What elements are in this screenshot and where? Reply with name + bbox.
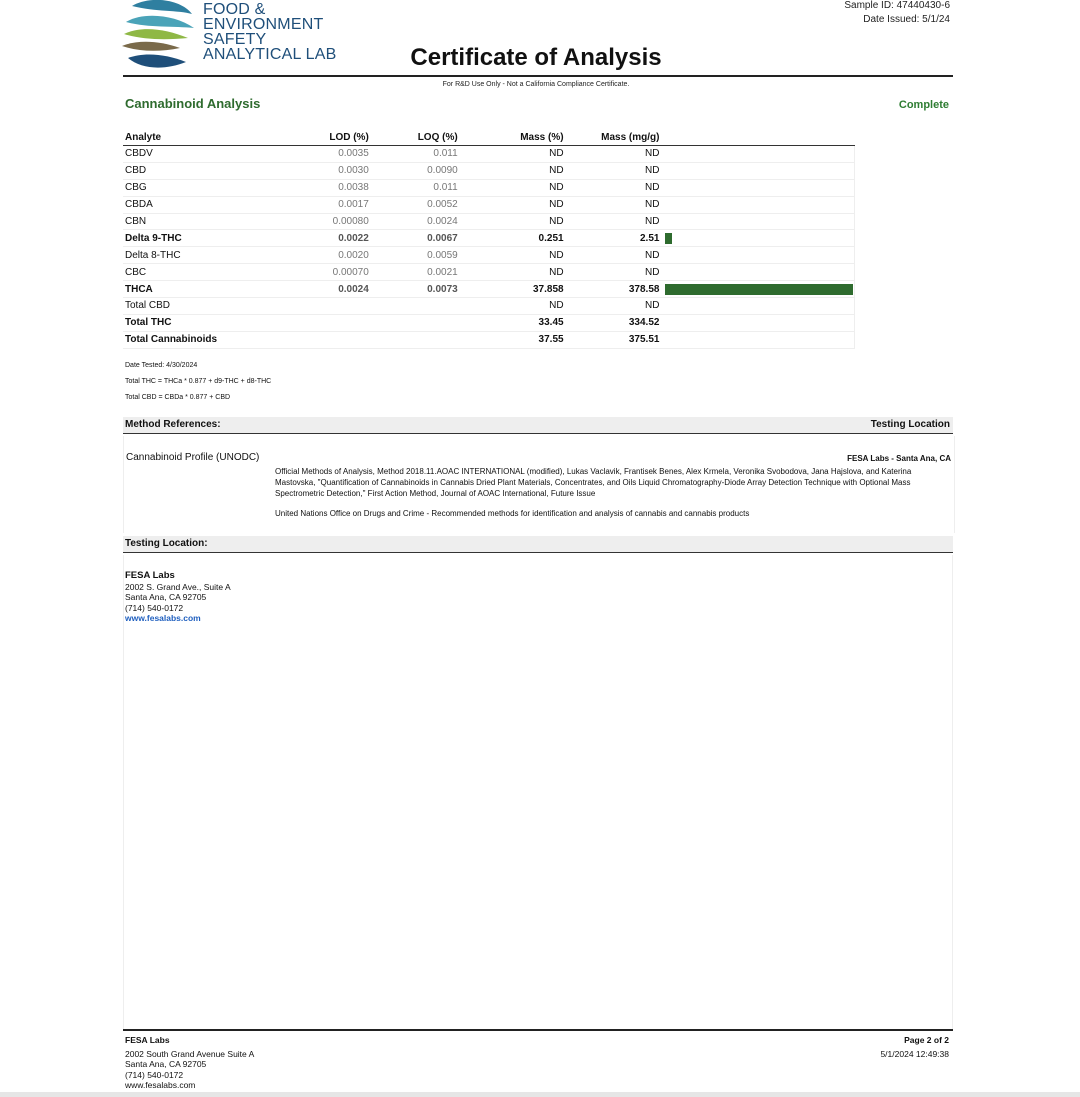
page-title: Certificate of Analysis bbox=[410, 44, 662, 71]
mass-bar-cell bbox=[659, 179, 854, 196]
table-row bbox=[123, 196, 855, 213]
date-tested: Date Tested: 4/30/2024 bbox=[125, 362, 198, 369]
analysis-notes bbox=[125, 358, 271, 406]
lod-value: 0.0020 bbox=[273, 247, 369, 264]
analysis-title: Cannabinoid Analysis bbox=[125, 96, 261, 111]
table-row bbox=[123, 213, 855, 230]
table-row bbox=[123, 230, 855, 247]
mass-bar-cell bbox=[659, 213, 854, 230]
mass-bar-cell bbox=[659, 264, 854, 281]
table-row bbox=[123, 331, 855, 348]
mass-mgg-value: ND bbox=[564, 298, 660, 315]
table-row bbox=[123, 162, 855, 179]
mass-pct-value: ND bbox=[458, 196, 564, 213]
page-border-left bbox=[123, 555, 124, 1030]
loq-value: 0.0021 bbox=[369, 264, 458, 281]
mass-pct-value: 37.858 bbox=[458, 281, 564, 298]
lab-phone: (714) 540-0172 bbox=[125, 602, 184, 613]
mass-bar-cell bbox=[659, 247, 854, 264]
lod-value: 0.0024 bbox=[273, 281, 369, 298]
analyte-name: Total THC bbox=[123, 314, 273, 331]
mass-pct-value: ND bbox=[458, 298, 564, 315]
lod-value: 0.0017 bbox=[273, 196, 369, 213]
page-number: Page 2 of 2 bbox=[904, 1035, 949, 1045]
footer-city: Santa Ana, CA 92705 bbox=[125, 1059, 207, 1069]
mass-mgg-value: ND bbox=[564, 264, 660, 281]
col-loq: LOQ (%) bbox=[369, 130, 458, 146]
analyte-name: CBDV bbox=[123, 146, 273, 163]
analyte-name: Delta 9-THC bbox=[123, 230, 273, 247]
table-row bbox=[123, 281, 855, 298]
table-row bbox=[123, 146, 855, 163]
footer-meta bbox=[880, 1035, 949, 1059]
lod-value: 0.0030 bbox=[273, 162, 369, 179]
table-row bbox=[123, 247, 855, 264]
method-reference-1: Official Methods of Analysis, Method 2018.11.AOAC INTERNATIONAL (modified), Lukas Vaclavik, Frantisek Benes, Alex Krmela, Veronika Svobodova, Jana Hajslova, and Katerina Mastovska, "Quantification of Cannabinoids in Cannabis Dried Plant Materials, Concentrates, and Oils Liquid Chromatography-Diode Array Detection Technique with Optional Mass Spectrometric Detection," First Action Method, Journal of AOAC International, Future Issue bbox=[275, 467, 912, 498]
analyte-name: CBN bbox=[123, 213, 273, 230]
mass-pct-value: ND bbox=[458, 162, 564, 179]
analyte-name: CBC bbox=[123, 264, 273, 281]
mass-mgg-value: ND bbox=[564, 196, 660, 213]
testing-location-address bbox=[125, 571, 231, 624]
loq-value: 0.0073 bbox=[369, 281, 458, 298]
mass-bar-cell bbox=[659, 230, 854, 247]
mass-mgg-value: ND bbox=[564, 213, 660, 230]
method-reference-2: United Nations Office on Drugs and Crime - Recommended methods for identification and analysis of cannabis and cannabis products bbox=[275, 509, 750, 518]
method-references-section bbox=[123, 436, 955, 533]
lod-value bbox=[273, 314, 369, 331]
mass-bar bbox=[665, 233, 672, 244]
mass-pct-value: ND bbox=[458, 179, 564, 196]
mass-bar-cell bbox=[659, 314, 854, 331]
footer-phone: (714) 540-0172 bbox=[125, 1069, 184, 1080]
table-row bbox=[123, 298, 855, 315]
lod-value: 0.0022 bbox=[273, 230, 369, 247]
lod-value: 0.0035 bbox=[273, 146, 369, 163]
mass-pct-value: 0.251 bbox=[458, 230, 564, 247]
total-thc-formula: Total THC = THCa * 0.877 + d9-THC + d8-THC bbox=[125, 378, 272, 385]
status-badge: Complete bbox=[898, 99, 949, 111]
table-header-row bbox=[123, 130, 855, 146]
analyte-name: Delta 8-THC bbox=[123, 247, 273, 264]
loq-value bbox=[369, 331, 458, 348]
mass-mgg-value: 375.51 bbox=[564, 331, 660, 348]
header-divider bbox=[123, 75, 953, 77]
loq-value: 0.0052 bbox=[369, 196, 458, 213]
loq-value: 0.0059 bbox=[369, 247, 458, 264]
testing-location-column-title: Testing Location bbox=[870, 419, 950, 430]
lab-street: 2002 S. Grand Ave., Suite A bbox=[125, 581, 231, 592]
footer-website[interactable]: www.fesalabs.com bbox=[125, 1080, 196, 1090]
lod-value bbox=[273, 331, 369, 348]
mass-pct-value: ND bbox=[458, 264, 564, 281]
mass-bar-cell bbox=[659, 298, 854, 315]
loq-value bbox=[369, 298, 458, 315]
viewer-bottom-edge bbox=[0, 1092, 1080, 1097]
mass-pct-value: ND bbox=[458, 213, 564, 230]
mass-bar-cell bbox=[659, 196, 854, 213]
loq-value: 0.0024 bbox=[369, 213, 458, 230]
footer-lab-name: FESA Labs bbox=[125, 1035, 170, 1045]
logo-text-line-1: FOOD & bbox=[203, 1, 266, 18]
analyte-name: Total CBD bbox=[123, 298, 273, 315]
date-issued: Date Issued: 5/1/24 bbox=[863, 14, 950, 25]
loq-value: 0.0090 bbox=[369, 162, 458, 179]
logo-text-line-2: ENVIRONMENT bbox=[203, 16, 324, 33]
footer-street: 2002 South Grand Avenue Suite A bbox=[125, 1048, 255, 1059]
table-row bbox=[123, 179, 855, 196]
mass-mgg-value: ND bbox=[564, 247, 660, 264]
lod-value bbox=[273, 298, 369, 315]
table-row bbox=[123, 264, 855, 281]
method-references-title: Method References: bbox=[125, 419, 221, 430]
mass-bar bbox=[665, 284, 853, 295]
analyte-name: THCA bbox=[123, 281, 273, 298]
lod-value: 0.00080 bbox=[273, 213, 369, 230]
mass-pct-value: 37.55 bbox=[458, 331, 564, 348]
loq-value: 0.011 bbox=[369, 179, 458, 196]
mass-pct-value: ND bbox=[458, 146, 564, 163]
mass-mgg-value: ND bbox=[564, 162, 660, 179]
mass-pct-value: 33.45 bbox=[458, 314, 564, 331]
col-mass-mgg: Mass (mg/g) bbox=[564, 130, 660, 146]
mass-mgg-value: ND bbox=[564, 146, 660, 163]
footer-address bbox=[125, 1035, 254, 1091]
mass-mgg-value: 2.51 bbox=[564, 230, 660, 247]
analyte-name: CBD bbox=[123, 162, 273, 179]
footer-divider bbox=[123, 1029, 953, 1031]
testing-location-header bbox=[123, 536, 953, 553]
method-references-header bbox=[123, 417, 953, 434]
analyte-name: CBDA bbox=[123, 196, 273, 213]
mass-bar-cell bbox=[659, 146, 854, 163]
mass-mgg-value: 334.52 bbox=[564, 314, 660, 331]
mass-bar-cell bbox=[659, 162, 854, 179]
analyte-name: CBG bbox=[123, 179, 273, 196]
lab-name: FESA Labs bbox=[125, 570, 175, 581]
logo-text-line-3: SAFETY bbox=[203, 31, 267, 48]
col-mass-pct: Mass (%) bbox=[458, 130, 564, 146]
col-analyte: Analyte bbox=[123, 130, 273, 146]
analyte-name: Total Cannabinoids bbox=[123, 331, 273, 348]
logo-text-line-4: ANALYTICAL LAB bbox=[203, 46, 337, 63]
compliance-note: For R&D Use Only - Not a California Compliance Certificate. bbox=[442, 81, 630, 88]
mass-bar-cell bbox=[659, 281, 854, 298]
loq-value: 0.0067 bbox=[369, 230, 458, 247]
cannabinoid-table bbox=[123, 130, 855, 349]
mass-bar-cell bbox=[659, 331, 854, 348]
col-bar bbox=[659, 130, 854, 146]
sample-id: Sample ID: 47440430-6 bbox=[844, 0, 950, 11]
testing-location-title: Testing Location: bbox=[125, 538, 208, 549]
lod-value: 0.0038 bbox=[273, 179, 369, 196]
col-lod: LOD (%) bbox=[273, 130, 369, 146]
mass-mgg-value: 378.58 bbox=[564, 281, 660, 298]
lab-city: Santa Ana, CA 92705 bbox=[125, 592, 207, 602]
loq-value bbox=[369, 314, 458, 331]
mass-pct-value: ND bbox=[458, 247, 564, 264]
method-name: Cannabinoid Profile (UNODC) bbox=[126, 452, 260, 463]
page-border-right bbox=[952, 555, 953, 1030]
mass-mgg-value: ND bbox=[564, 179, 660, 196]
lod-value: 0.00070 bbox=[273, 264, 369, 281]
total-cbd-formula: Total CBD = CBDa * 0.877 + CBD bbox=[125, 394, 231, 401]
method-location: FESA Labs - Santa Ana, CA bbox=[847, 454, 951, 463]
loq-value: 0.011 bbox=[369, 146, 458, 163]
lab-website-link[interactable]: www.fesalabs.com bbox=[125, 613, 201, 623]
table-row bbox=[123, 314, 855, 331]
footer-timestamp: 5/1/2024 12:49:38 bbox=[880, 1048, 949, 1059]
